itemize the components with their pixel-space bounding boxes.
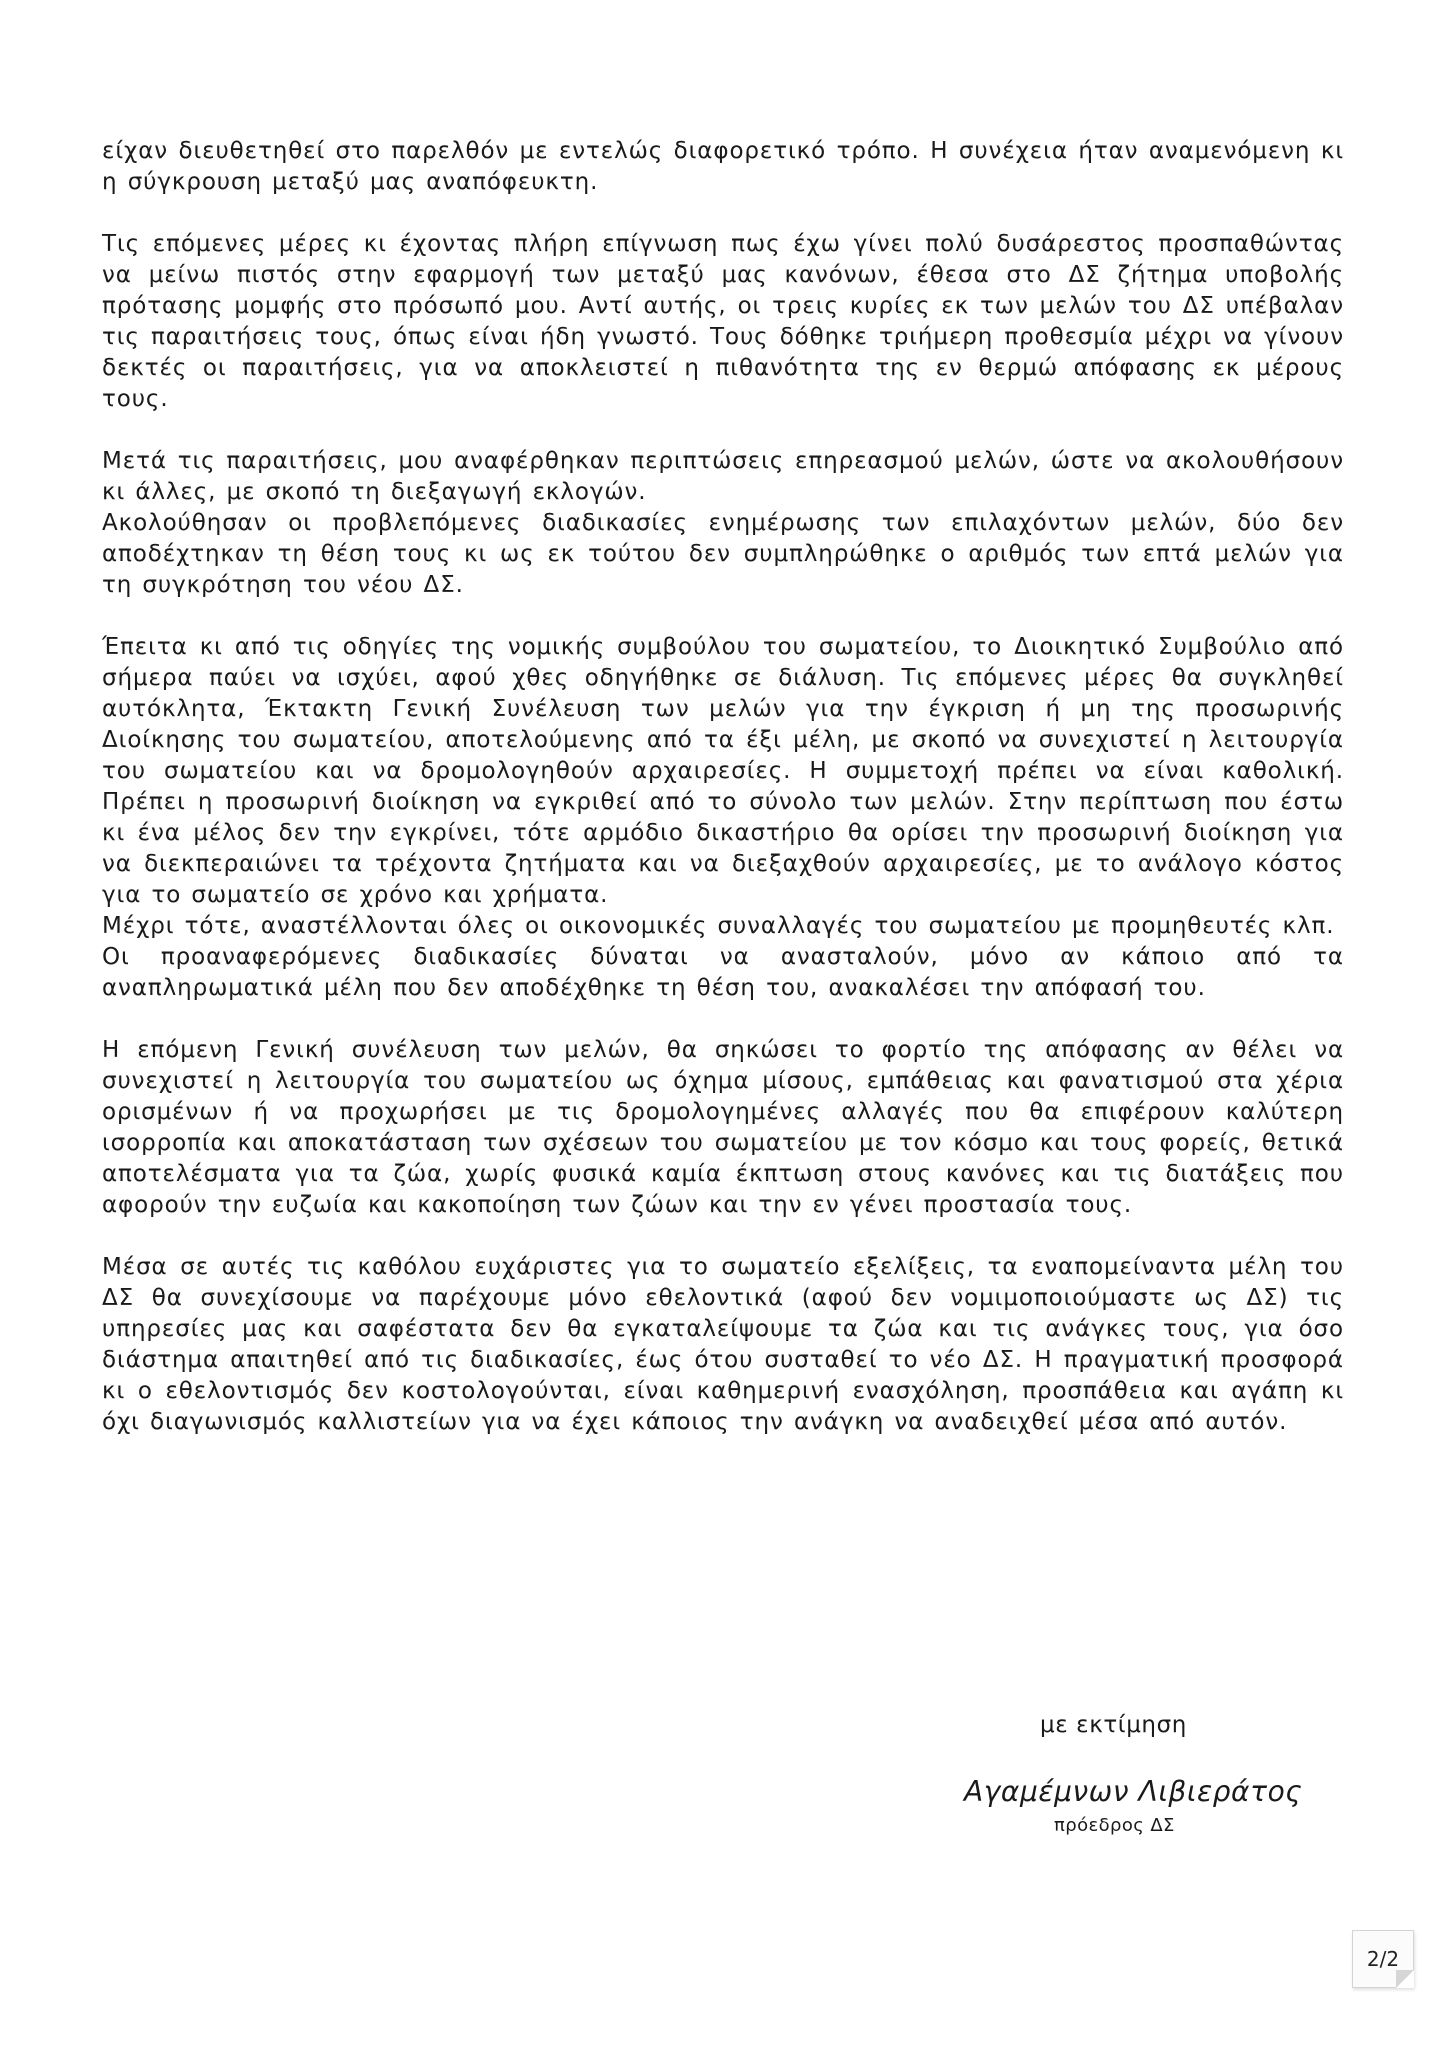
- page-number: 2/2: [1366, 1947, 1400, 1971]
- signatory-role: πρόεδρος ΔΣ: [1054, 1815, 1175, 1836]
- paragraph-text: Μετά τις παραιτήσεις, μου αναφέρθηκαν περιπτώσεις επηρεασμού μελών, ώστε να ακολουθήσουν κι άλλες, με σκοπό τη διεξαγωγή εκλογών.: [102, 448, 1344, 505]
- paragraph-text: Μέχρι τότε, αναστέλλονται όλες οι οικονομικές συναλλαγές του σωματείου με προμηθευτές κλπ.: [102, 913, 1335, 939]
- paragraph-text: Έπειτα κι από τις οδηγίες της νομικής συμβούλου του σωματείου, το Διοικητικό Συμβούλιο από σήμερα παύει να ισχύει, αφού χθες οδηγήθηκε σε διάλυση. Τις επόμενες μέρες θα συγκληθεί αυτόκλητα, Έκτακτη Γενική Συνέλευση των μελών για την έγκριση ή μη της προσωρινής Διοίκησης του σωματείου, αποτελούμενης από τα έξι μέλη, με σκοπό να συνεχιστεί η λειτουργία του σωματείου και να δρομολογηθούν αρχαιρεσίες. Η συμμετοχή πρέπει να είναι καθολική. Πρέπει η προσωρινή διοίκηση να εγκριθεί από το σύνολο των μελών. Στην περίπτωση που έστω κι ένα μέλος δεν την εγκρίνει, τότε αρμόδιο δικαστήριο θα ορίσει την προσωρινή διοίκηση για να διεκπεραιώνει τα τρέχοντα ζητήματα και να διεξαχθούν αρχαιρεσίες, με το ανάλογο κόστος για το σωματείο σε χρόνο και χρήματα.: [102, 634, 1344, 908]
- paragraph-6: [102, 1252, 1344, 1438]
- paragraph-2: [102, 229, 1344, 415]
- page-fold-icon: [1396, 1970, 1414, 1988]
- paragraph-text: Μέσα σε αυτές τις καθόλου ευχάριστες για το σωματείο εξελίξεις, τα εναπομείναντα μέλη του ΔΣ θα συνεχίσουμε να παρέχουμε μόνο εθελοντικά (αφού δεν νομιμοποιούμαστε ως ΔΣ) τις υπηρεσίες μας και σαφέστατα δεν θα εγκαταλείψουμε τα ζώα και τις ανάγκες τους, για όσο διάστημα απαιτηθεί από τις διαδικασίες, έως ότου συσταθεί το νέο ΔΣ. Η πραγματική προσφορά κι ο εθελοντισμός δεν κοστολογούνται, είναι καθημερινή ενασχόληση, προσπάθεια και αγάπη κι όχι διαγωνισμός καλλιστείων για να έχει κάποιος την ανάγκη να αναδειχθεί μέσα από αυτόν.: [102, 1254, 1344, 1435]
- paragraph-4: [102, 632, 1344, 1004]
- page-number-badge: [1352, 1930, 1414, 1988]
- paragraph-1: [102, 136, 1344, 198]
- paragraph-text: είχαν διευθετηθεί στο παρελθόν με εντελώς διαφορετικό τρόπο. Η συνέχεια ήταν αναμενόμενη κι η σύγκρουση μεταξύ μας αναπόφευκτη.: [102, 138, 1344, 195]
- paragraph-text: Οι προαναφερόμενες διαδικασίες δύναται να ανασταλούν, μόνο αν κάποιο από τα αναπληρωματικά μέλη που δεν αποδέχθηκε τη θέση του, ανακαλέσει την απόφασή του.: [102, 944, 1344, 1001]
- paragraph-text: Η επόμενη Γενική συνέλευση των μελών, θα σηκώσει το φορτίο της απόφασης αν θέλει να συνεχιστεί η λειτουργία του σωματείου ως όχημα μίσους, εμπάθειας και φανατισμού στα χέρια ορισμένων ή να προχωρήσει με τις δρομολογημένες αλλαγές που θα επιφέρουν καλύτερη ισορροπία και αποκατάσταση των σχέσεων του σωματείου με τον κόσμο και τους φορείς, θετικά αποτελέσματα για τα ζώα, χωρίς φυσικά καμία έκπτωση στους κανόνες και τις διατάξεις που αφορούν την ευζωία και κακοποίηση των ζώων και την εν γένει προστασία τους.: [102, 1037, 1344, 1218]
- paragraph-5: [102, 1035, 1344, 1221]
- signatory-name: Αγαμέμνων Λιβιεράτος: [964, 1775, 1303, 1808]
- paragraph-3: [102, 446, 1344, 601]
- closing-salutation: με εκτίμηση: [1040, 1712, 1187, 1738]
- paragraph-text: Ακολούθησαν οι προβλεπόμενες διαδικασίες ενημέρωσης των επιλαχόντων μελών, δύο δεν αποδέχτηκαν τη θέση τους κι ως εκ τούτου δεν συμπληρώθηκε ο αριθμός των επτά μελών για τη συγκρότηση του νέου ΔΣ.: [102, 510, 1344, 598]
- paragraph-text: Τις επόμενες μέρες κι έχοντας πλήρη επίγνωση πως έχω γίνει πολύ δυσάρεστος προσπαθώντας να μείνω πιστός στην εφαρμογή των μεταξύ μας κανόνων, έθεσα στο ΔΣ ζήτημα υποβολής πρότασης μομφής στο πρόσωπό μου. Αντί αυτής, οι τρεις κυρίες εκ των μελών του ΔΣ υπέβαλαν τις παραιτήσεις τους, όπως είναι ήδη γνωστό. Τους δόθηκε τριήμερη προθεσμία μέχρι να γίνουν δεκτές οι παραιτήσεις, για να αποκλειστεί η πιθανότητα της εν θερμώ απόφασης εκ μέρους τους.: [102, 231, 1344, 412]
- letter-body: [102, 136, 1344, 1469]
